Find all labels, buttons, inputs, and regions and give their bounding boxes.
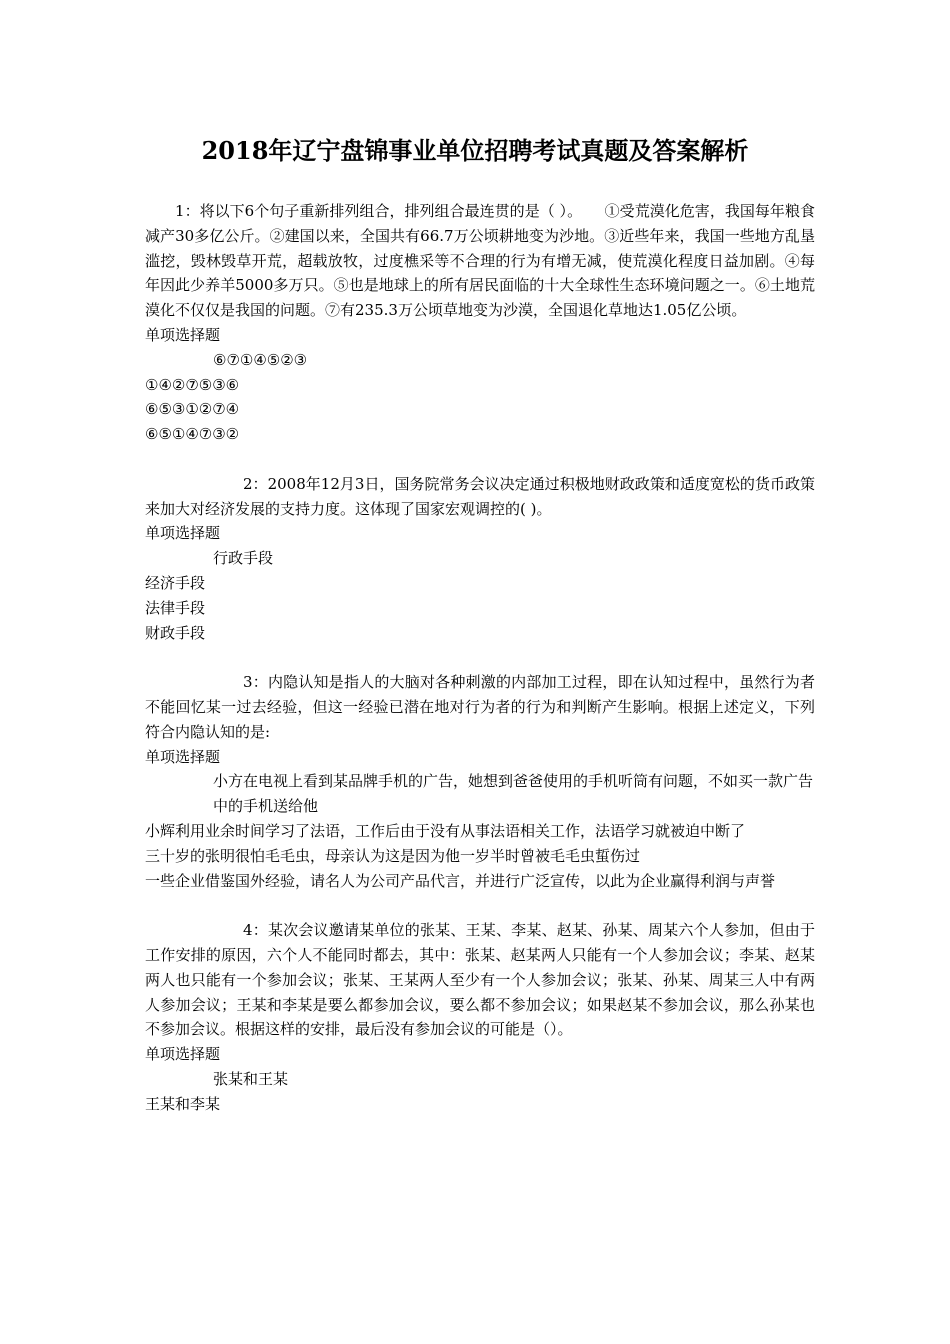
question-4: [145, 918, 815, 1116]
document-body: [145, 199, 815, 1116]
answer-option: ⑥⑦①④⑤②③: [213, 350, 308, 369]
answer-option: 经济手段: [145, 573, 206, 592]
answer-option: 行政手段: [213, 549, 274, 568]
answer-option: 王某和李某: [145, 1094, 221, 1113]
answer-option: ①④②⑦⑤③⑥: [145, 375, 240, 394]
spacer: [145, 893, 815, 918]
question-stem: 4：某次会议邀请某单位的张某、王某、李某、赵某、孙某、周某六个人参加，但由于工作安排的原因，六个人不能同时都去，其中：张某、赵某两人只能有一个人参加会议；李某、赵某两人也只能有一个参加会议；张某、王某两人至少有一个人参加会议；张某、孙某、周某三人中有两人参加会议；王某和李某是要么都参加会议，要么都不参加会议；如果赵某不参加会议，那么孙某也不参加会议。根据这样的安排，最后没有参加会议的可能是（）。: [145, 921, 815, 1039]
question-3: [145, 670, 815, 893]
answer-option: 法律手段: [145, 598, 206, 617]
question-type-label: 单项选择题: [145, 524, 221, 543]
answer-option: 张某和王某: [213, 1069, 289, 1088]
spacer: [145, 447, 815, 472]
answer-option: 小辉利用业余时间学习了法语，工作后由于没有从事法语相关工作，法语学习就被迫中断了: [145, 821, 746, 840]
question-type-label: 单项选择题: [145, 747, 221, 766]
question-type-label: 单项选择题: [145, 325, 221, 344]
answer-option: 财政手段: [145, 623, 206, 642]
question-1: [145, 199, 815, 447]
page-title: 2018年辽宁盘锦事业单位招聘考试真题及答案解析: [201, 136, 749, 165]
answer-option: ⑥⑤①④⑦③②: [145, 425, 240, 444]
answer-option: ⑥⑤③①②⑦④: [145, 400, 240, 419]
question-type-label: 单项选择题: [145, 1045, 221, 1064]
question-stem: 2：2008年12月3日，国务院常务会议决定通过积极地财政政策和适度宽松的货币政策来加大对经济发展的支持力度。这体现了国家宏观调控的( )。: [145, 474, 815, 518]
question-stem: 3：内隐认知是指人的大脑对各种刺激的内部加工过程，即在认知过程中，虽然行为者不能回忆某一过去经验，但这一经验已潜在地对行为者的行为和判断产生影响。根据上述定义，下列符合内隐认知的是:: [145, 673, 815, 741]
question-2: [145, 472, 815, 646]
spacer: [145, 645, 815, 670]
question-stem: 1：将以下6个句子重新排列组合，排列组合最连贯的是（ ）。 ①受荒漠化危害，我国每年粮食减产30多亿公斤。②建国以来，全国共有66.7万公顷耕地变为沙地。③近些年来，我国一些地方乱垦滥挖，毁林毁草开荒，超载放牧，过度樵采等不合理的行为有增无减，使荒漠化程度日益加剧。④每年因此少养羊5000多万只。⑤也是地球上的所有居民面临的十大全球性生态环境问题之一。⑥土地荒漠化不仅仅是我国的问题。⑦有235.3万公顷草地变为沙漠，全国退化草地达1.05亿公顷。: [145, 202, 815, 320]
answer-option: 小方在电视上看到某品牌手机的广告，她想到爸爸使用的手机听筒有问题，不如买一款广告中的手机送给他: [213, 772, 814, 816]
answer-option: 三十岁的张明很怕毛毛虫，母亲认为这是因为他一岁半时曾被毛毛虫蜇伤过: [145, 846, 641, 865]
answer-option: 一些企业借鉴国外经验，请名人为公司产品代言，并进行广泛宣传，以此为企业赢得利润与声誉: [145, 871, 776, 890]
